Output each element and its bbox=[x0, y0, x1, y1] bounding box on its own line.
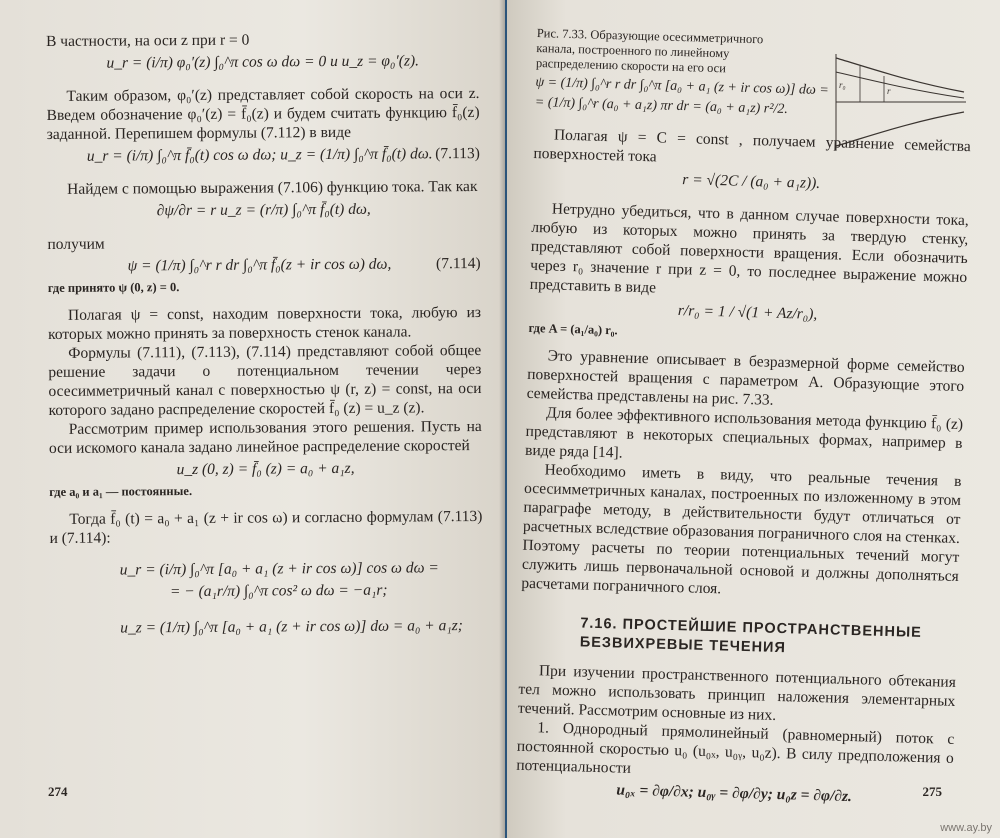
note: где A = (a₁/a₀) r₀. bbox=[528, 320, 618, 338]
formula: u_r = (i/π) φ₀′(z) ∫₀^π cos ω dω = 0 и u_z = φ₀′(z). bbox=[106, 52, 420, 72]
paragraph: Для более эффективного использования метода функцию f̄₀ (z) представляют в некоторых специальных формах, например в виде ряда [14]. bbox=[524, 404, 964, 462]
formula: ∂ψ/∂r = r u_z = (r/π) ∫₀^π f̄₀(t) dω, bbox=[156, 200, 371, 220]
note: где принято ψ (0, z) = 0. bbox=[47, 280, 180, 295]
paragraph: Необходимо иметь в виду, что реальные течения в осесимметричных каналах, построенных по изложенному в этом параграфе методу, в действительности будут отличаться от расчетных вследствие образования пограничного слоя на стенках. Поэтому расчеты по теории потенциальных течений могут служить лишь первоначальной основой и должны дополняться расчетами пограничного слоя. bbox=[521, 461, 962, 598]
paragraph: Тогда f̄₀ (t) = a₀ + a₁ (z + ir cos ω) и согласно формулам (7.113) и (7.114): bbox=[49, 507, 483, 547]
channel-generatrix-lower bbox=[836, 112, 964, 146]
figure-label: r bbox=[887, 86, 891, 96]
figure-7-33 bbox=[830, 46, 970, 156]
paragraph: При изучении пространственного потенциального обтекания тел можно использовать принцип наложения элементарных течений. Рассмотрим основные из них. bbox=[517, 662, 957, 724]
formula: u_z = (1/π) ∫₀^π [a₀ + a₁ (z + ir cos ω)] dω = a₀ + a₁z; bbox=[120, 617, 463, 637]
channel-generatrix-inner bbox=[836, 72, 964, 98]
paragraph: Рассмотрим пример использования этого решения. Пусть на оси искомого канала задано линейное распределение скоростей bbox=[48, 417, 482, 457]
formula: r/r₀ = 1 / √(1 + Az/r₀), bbox=[677, 302, 818, 323]
formula: ψ = (1/π) ∫₀^r r dr ∫₀^π [a₀ + a₁ (z + ir cos ω)] dω = bbox=[535, 74, 829, 99]
page-number: 274 bbox=[48, 784, 68, 799]
right-page bbox=[507, 0, 1000, 838]
formula: ψ = (1/π) ∫₀^r r dr ∫₀^π f̄₀(z + ir cos ω) dω, (7.114) bbox=[127, 254, 481, 275]
page-number: 275 bbox=[922, 784, 942, 799]
watermark: www.ay.by bbox=[940, 822, 992, 834]
formula: r = √(2C / (a₀ + a₁z)). bbox=[682, 171, 821, 192]
formula: = (1/π) ∫₀^r (a₀ + a₁z) πr dr = (a₀ + a₁z) r²/2. bbox=[534, 94, 789, 118]
formula: u_z (0, z) = f̄₀ (z) = a₀ + a₁z, bbox=[176, 459, 355, 479]
paragraph: Полагая ψ = C = const , получаем уравнение семейства поверхностей тока bbox=[533, 126, 972, 166]
text-line: получим bbox=[47, 235, 105, 253]
formula: u_r = (i/π) ∫₀^π [a₀ + a₁ (z + ir cos ω)] cos ω dω = bbox=[119, 559, 439, 579]
text-line: В частности, на оси z при r = 0 bbox=[46, 31, 250, 50]
formula: u₀ₓ = ∂φ/∂x; u₀ᵧ = ∂φ/∂y; u₀z = ∂φ/∂z. bbox=[616, 781, 853, 806]
note: где a₀ и a₁ — постоянные. bbox=[49, 483, 193, 499]
formula: u_r = (i/π) ∫₀^π f̄₀(t) cos ω dω; u_z = (1/π) ∫₀^π f̄₀(t) dω. (7.113) bbox=[86, 144, 480, 165]
paragraph: Нетрудно убедиться, что в данном случае поверхности тока, любую из которых можно принять за твердую стенку, представляют собой поверхности вращения. Если обозначить через r₀ значение r при z = 0, то последнее выражение можно представить в виде bbox=[529, 200, 969, 297]
figure-caption: Рис. 7.33. Образующие осесимметричного канала, построенного по линейному распределению скорости на его оси bbox=[535, 26, 764, 76]
equation-number: (7.114) bbox=[435, 254, 481, 273]
section-heading: 7.16. ПРОСТЕЙШИЕ ПРОСТРАНСТВЕННЫЕ БЕЗВИХРЕВЫЕ ТЕЧЕНИЯ bbox=[579, 615, 923, 657]
paragraph: Найдем с помощью выражения (7.106) функцию тока. Так как bbox=[67, 177, 478, 198]
paragraph: Полагая ψ = const, находим поверхности тока, любую из которых можно принять за поверхность стенок канала. bbox=[48, 303, 482, 343]
formula: = − (a₁r/π) ∫₀^π cos² ω dω = −a₁r; bbox=[169, 581, 388, 601]
paragraph: Таким образом, φ₀′(z) представляет собой скорость на оси z. Введем обозначение φ₀′(z) = f̄₀(z) и будем считать функцию f̄₀(z) заданной. Перепишем формулы (7.112) в виде bbox=[46, 84, 480, 143]
paragraph: Формулы (7.111), (7.113), (7.114) представляют собой общее решение задачи о потенциальном течении через осесимметричный канал с поверхностью ψ (r, z) = const, на оси которого задано распределение скоростей f̄₀ (z) = u_z (z). bbox=[48, 341, 482, 419]
paragraph: Это уравнение описывает в безразмерной форме семейство поверхностей вращения с параметром A. Образующие этого семейства представлены на рис. 7.33. bbox=[526, 347, 965, 409]
figure-label: r₀ bbox=[839, 80, 846, 90]
equation-number: (7.113) bbox=[435, 144, 480, 163]
paragraph: 1. Однородный прямолинейный (равномерный) поток с постоянной скоростью u₀ (u₀ₓ, u₀ᵧ, u₀z). В силу предположения о потенциальности bbox=[516, 719, 955, 777]
